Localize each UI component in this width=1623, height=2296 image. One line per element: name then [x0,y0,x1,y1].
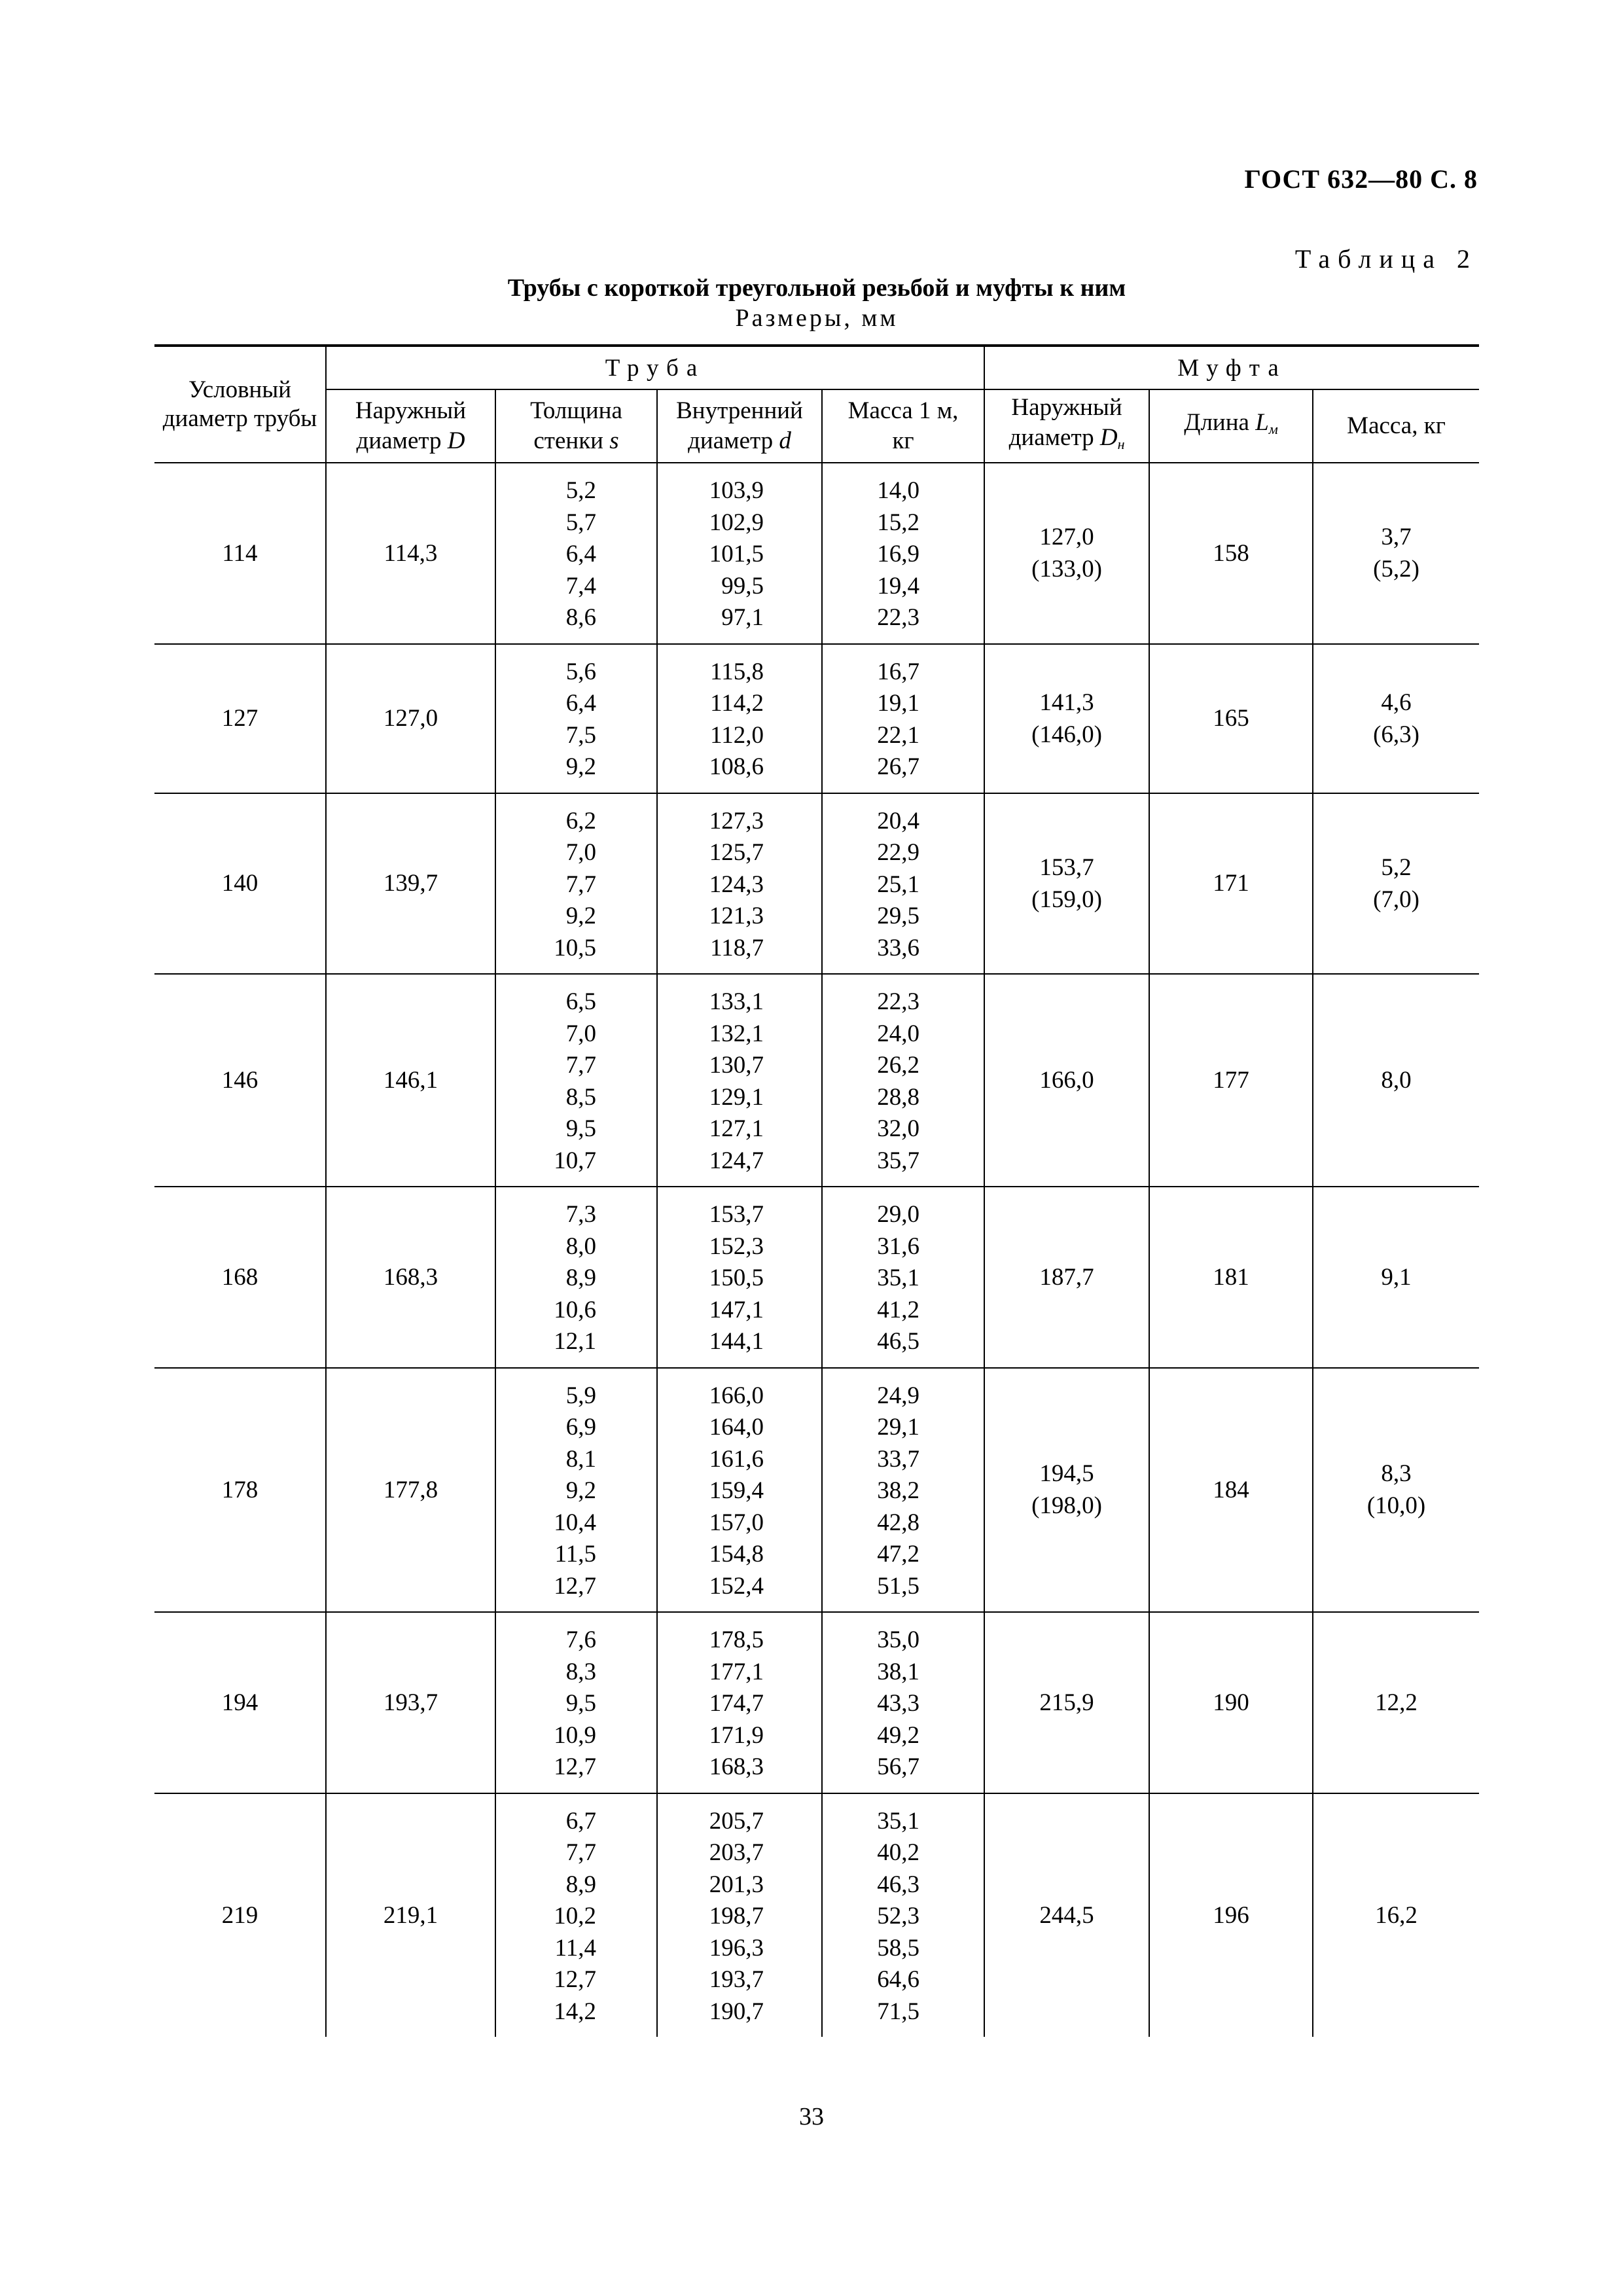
cell-mass-per-meter-value: 29,0 [877,1201,920,1228]
cell-inner-diameter-value: 112,0 [710,721,764,749]
cell-coupling-length: 165 [1149,644,1313,793]
cell-inner-diameter-value: 132,1 [709,1020,764,1047]
cell-coupling-mass-value: 9,1 [1381,1263,1412,1291]
cell-coupling-outer-diameter-value: 127,0 [1039,524,1094,551]
header-wall-thickness: Толщина стенки s [495,389,657,463]
cell-mass-per-meter-value: 35,1 [877,1265,920,1291]
cell-mass-per-meter-value: 15,2 [877,509,920,536]
cell-mass-per-meter-value: 47,2 [877,1541,920,1568]
cell-coupling-length: 177 [1149,974,1313,1187]
cell-mass-per-meter-value: 33,7 [877,1445,920,1473]
cell-inner-diameter-value: 164,0 [709,1414,764,1441]
cell-inner-diameter-value: 144,1 [709,1328,764,1355]
header-coupling-length: Длина $L_м$ [1149,389,1313,463]
cell-mass-per-meter-value: 24,0 [877,1020,920,1047]
cell-coupling-outer-diameter-value: (198,0) [1031,1492,1102,1520]
cell-inner-diameter-value: 198,7 [709,1903,764,1929]
cell-outer-diameter: 193,7 [326,1612,495,1793]
cell-inner-diameter-value: 193,7 [709,1966,764,1993]
cell-mass-per-meter-value: 22,3 [877,988,920,1015]
cell-coupling-mass-value: (7,0) [1373,886,1419,913]
cell-wall-thickness-value: 7,7 [565,870,596,898]
cell-inner-diameter-value: 177,1 [709,1658,764,1685]
cell-wall-thickness-value: 7,0 [565,839,596,866]
header-mass-per-meter: Масса 1 м, кг [822,389,984,463]
table-row [154,463,1479,644]
cell-mass-per-meter [822,1368,984,1613]
cell-coupling-length: 184 [1149,1368,1313,1613]
cell-wall-thickness-value: 14,2 [554,1998,596,2025]
cell-mass-per-meter-value: 38,2 [877,1477,920,1504]
cell-inner-diameter-value: 102,9 [709,509,764,536]
cell-nominal-diameter: 114 [154,463,326,644]
cell-wall-thickness-value: 10,6 [554,1296,596,1323]
cell-coupling-outer-diameter-value: (133,0) [1031,556,1102,583]
cell-nominal-diameter: 168 [154,1187,326,1368]
cell-mass-per-meter-value: 19,4 [877,572,920,600]
cell-coupling-mass-value: 8,0 [1381,1067,1412,1094]
cell-inner-diameter-value: 121,3 [709,903,764,929]
cell-mass-per-meter-value: 40,2 [877,1839,920,1866]
cell-wall-thickness-value: 9,5 [565,1690,596,1717]
cell-mass-per-meter-value: 35,0 [877,1626,920,1653]
cell-wall-thickness-value: 8,9 [565,1265,596,1291]
table-body [154,463,1479,2037]
cell-wall-thickness-value: 12,7 [554,1753,596,1780]
cell-inner-diameter-value: 103,9 [709,477,764,504]
cell-inner-diameter-value: 97,1 [721,604,764,631]
cell-wall-thickness-value: 12,1 [554,1328,596,1355]
cell-wall-thickness [495,1187,657,1368]
cell-coupling-length: 181 [1149,1187,1313,1368]
cell-mass-per-meter-value: 46,3 [877,1871,920,1898]
table-row [154,1612,1479,1793]
cell-coupling-outer-diameter-value: 187,7 [1039,1263,1094,1291]
cell-wall-thickness-value: 7,4 [565,572,596,600]
cell-wall-thickness-value: 12,7 [554,1966,596,1993]
cell-inner-diameter-value: 114,2 [710,690,764,717]
cell-coupling-outer-diameter-value: (159,0) [1031,886,1102,913]
table-row [154,974,1479,1187]
cell-wall-thickness-value: 10,4 [554,1509,596,1536]
cell-wall-thickness-value: 6,4 [565,690,596,717]
cell-inner-diameter-value: 115,8 [710,658,764,685]
cell-wall-thickness-value: 5,2 [565,477,596,504]
cell-mass-per-meter-value: 46,5 [877,1328,920,1355]
cell-wall-thickness-value: 5,9 [565,1382,596,1409]
cell-coupling-outer-diameter [984,1187,1149,1368]
cell-coupling-outer-diameter [984,793,1149,975]
cell-inner-diameter-value: 129,1 [709,1083,764,1111]
cell-outer-diameter: 219,1 [326,1793,495,2037]
cell-inner-diameter [657,1612,822,1793]
cell-wall-thickness-value: 10,9 [554,1721,596,1749]
cell-coupling-mass-value: (6,3) [1373,721,1419,748]
cell-inner-diameter-value: 133,1 [709,988,764,1015]
cell-outer-diameter: 114,3 [326,463,495,644]
cell-coupling-length: 158 [1149,463,1313,644]
cell-mass-per-meter-value: 56,7 [877,1753,920,1780]
cell-inner-diameter-value: 124,7 [709,1147,764,1174]
cell-nominal-diameter: 178 [154,1368,326,1613]
header-coupling-mass: Масса, кг [1313,389,1479,463]
cell-coupling-outer-diameter [984,1368,1149,1613]
cell-mass-per-meter-value: 41,2 [877,1296,920,1323]
cell-outer-diameter: 177,8 [326,1368,495,1613]
cell-coupling-outer-diameter [984,1612,1149,1793]
cell-inner-diameter-value: 190,7 [709,1998,764,2025]
cell-wall-thickness-value: 9,2 [565,903,596,929]
cell-coupling-outer-diameter-value: 194,5 [1039,1460,1094,1488]
cell-inner-diameter-value: 152,4 [709,1572,764,1600]
cell-nominal-diameter: 146 [154,974,326,1187]
cell-inner-diameter-value: 161,6 [709,1445,764,1473]
cell-inner-diameter [657,793,822,975]
cell-coupling-mass [1313,1187,1479,1368]
cell-wall-thickness-value: 10,7 [554,1147,596,1174]
cell-mass-per-meter-value: 26,2 [877,1052,920,1079]
cell-wall-thickness-value: 7,3 [565,1201,596,1228]
cell-inner-diameter-value: 168,3 [709,1753,764,1780]
cell-wall-thickness-value: 5,6 [565,658,596,685]
header-coupling-outer-diameter: Наружный диаметр $D_н$ [984,389,1149,463]
cell-wall-thickness [495,793,657,975]
cell-outer-diameter: 139,7 [326,793,495,975]
cell-mass-per-meter-value: 19,1 [877,690,920,717]
cell-inner-diameter [657,1793,822,2037]
cell-mass-per-meter-value: 16,7 [877,658,920,685]
header-nominal-diameter: Условный диаметр трубы [154,346,326,463]
cell-inner-diameter-value: 174,7 [709,1690,764,1717]
cell-coupling-length: 171 [1149,793,1313,975]
cell-mass-per-meter-value: 71,5 [877,1998,920,2025]
cell-inner-diameter-value: 154,8 [709,1541,764,1568]
cell-wall-thickness-value: 12,7 [554,1572,596,1600]
cell-wall-thickness-value: 8,9 [565,1871,596,1898]
table-row [154,793,1479,975]
cell-inner-diameter-value: 166,0 [709,1382,764,1409]
cell-inner-diameter-value: 99,5 [721,572,764,600]
cell-inner-diameter-value: 157,0 [709,1509,764,1536]
cell-coupling-outer-diameter-value: 141,3 [1039,689,1094,716]
cell-mass-per-meter-value: 49,2 [877,1721,920,1749]
cell-mass-per-meter-value: 22,1 [877,721,920,749]
cell-inner-diameter-value: 196,3 [709,1934,764,1962]
cell-coupling-outer-diameter-value: 166,0 [1039,1067,1094,1094]
cell-mass-per-meter [822,463,984,644]
cell-inner-diameter-value: 171,9 [709,1721,764,1749]
cell-coupling-mass [1313,1612,1479,1793]
cell-coupling-mass-value: 5,2 [1381,853,1412,881]
cell-nominal-diameter: 219 [154,1793,326,2037]
cell-wall-thickness-value: 9,2 [565,1477,596,1504]
cell-wall-thickness [495,463,657,644]
cell-coupling-mass [1313,974,1479,1187]
page-number: 33 [799,2103,824,2130]
cell-inner-diameter-value: 127,3 [709,807,764,834]
cell-inner-diameter-value: 178,5 [709,1626,764,1653]
cell-mass-per-meter-value: 32,0 [877,1115,920,1142]
cell-wall-thickness-value: 10,5 [554,934,596,961]
cell-coupling-length: 196 [1149,1793,1313,2037]
cell-coupling-mass-value: 3,7 [1381,524,1412,551]
table-row [154,1793,1479,2037]
table-label: Таблица 2 [1294,244,1478,274]
cell-inner-diameter [657,1368,822,1613]
cell-mass-per-meter-value: 64,6 [877,1966,920,1993]
cell-mass-per-meter-value: 14,0 [877,477,920,504]
cell-mass-per-meter [822,793,984,975]
cell-wall-thickness-value: 8,6 [565,604,596,631]
cell-inner-diameter-value: 127,1 [709,1115,764,1142]
cell-coupling-mass-value: 8,3 [1381,1460,1412,1488]
cell-wall-thickness-value: 8,1 [565,1445,596,1473]
cell-coupling-mass-value: 12,2 [1375,1689,1418,1716]
cell-wall-thickness [495,1612,657,1793]
cell-mass-per-meter-value: 16,9 [877,541,920,567]
header-outer-diameter: Наружный диаметр D [326,389,495,463]
cell-inner-diameter-value: 203,7 [709,1839,764,1866]
cell-wall-thickness-value: 7,7 [565,1052,596,1079]
cell-wall-thickness-value: 11,5 [554,1541,596,1568]
cell-wall-thickness-value: 6,5 [565,988,596,1015]
cell-coupling-outer-diameter [984,1793,1149,2037]
cell-inner-diameter [657,1187,822,1368]
cell-mass-per-meter [822,1793,984,2037]
cell-wall-thickness-value: 11,4 [554,1934,596,1962]
cell-inner-diameter [657,463,822,644]
cell-coupling-mass [1313,463,1479,644]
cell-wall-thickness-value: 7,7 [565,1839,596,1866]
cell-inner-diameter-value: 118,7 [710,934,764,961]
cell-inner-diameter-value: 153,7 [709,1201,764,1228]
cell-coupling-mass-value: (5,2) [1373,556,1419,583]
cell-mass-per-meter-value: 52,3 [877,1903,920,1929]
header-coupling-group: Муфта [984,346,1479,389]
cell-wall-thickness-value: 9,2 [565,753,596,780]
cell-inner-diameter-value: 150,5 [709,1265,764,1291]
cell-mass-per-meter-value: 38,1 [877,1658,920,1685]
cell-coupling-mass [1313,793,1479,975]
cell-inner-diameter-value: 101,5 [709,541,764,567]
table-title: Трубы с короткой треугольной резьбой и муфты к ним [507,274,1126,302]
cell-wall-thickness-value: 6,2 [565,807,596,834]
table-row [154,644,1479,793]
cell-wall-thickness-value: 10,2 [554,1903,596,1929]
cell-inner-diameter-value: 130,7 [709,1052,764,1079]
cell-mass-per-meter-value: 29,5 [877,903,920,929]
header-pipe-group: Труба [326,346,984,389]
cell-nominal-diameter: 127 [154,644,326,793]
cell-wall-thickness-value: 9,5 [565,1115,596,1142]
cell-wall-thickness [495,974,657,1187]
cell-mass-per-meter-value: 35,7 [877,1147,920,1174]
table-row [154,1368,1479,1613]
cell-outer-diameter: 127,0 [326,644,495,793]
cell-inner-diameter-value: 125,7 [709,839,764,866]
table-subtitle: Размеры, мм [735,304,899,332]
cell-wall-thickness-value: 7,5 [565,721,596,749]
cell-mass-per-meter-value: 43,3 [877,1690,920,1717]
cell-inner-diameter-value: 124,3 [709,870,764,898]
cell-wall-thickness [495,1793,657,2037]
cell-wall-thickness [495,644,657,793]
cell-wall-thickness-value: 5,7 [565,509,596,536]
cell-mass-per-meter-value: 22,9 [877,839,920,866]
cell-mass-per-meter-value: 26,7 [877,753,920,780]
dimensions-table [154,344,1479,2037]
cell-coupling-mass-value: 16,2 [1375,1901,1418,1929]
cell-coupling-length: 190 [1149,1612,1313,1793]
cell-wall-thickness-value: 6,9 [565,1414,596,1441]
cell-mass-per-meter-value: 29,1 [877,1414,920,1441]
cell-mass-per-meter-value: 28,8 [877,1083,920,1111]
cell-wall-thickness-value: 8,3 [565,1658,596,1685]
cell-coupling-outer-diameter-value: 215,9 [1039,1689,1094,1716]
table-row [154,1187,1479,1368]
cell-coupling-mass-value: 4,6 [1381,689,1412,716]
cell-mass-per-meter [822,644,984,793]
cell-inner-diameter-value: 108,6 [709,753,764,780]
cell-mass-per-meter [822,974,984,1187]
cell-mass-per-meter-value: 58,5 [877,1934,920,1962]
header-inner-diameter: Внутренний диаметр d [657,389,822,463]
cell-mass-per-meter-value: 51,5 [877,1572,920,1600]
cell-mass-per-meter-value: 42,8 [877,1509,920,1536]
cell-mass-per-meter-value: 22,3 [877,604,920,631]
cell-wall-thickness-value: 6,7 [565,1807,596,1835]
cell-coupling-outer-diameter-value: (146,0) [1031,721,1102,748]
cell-outer-diameter: 168,3 [326,1187,495,1368]
cell-inner-diameter [657,644,822,793]
cell-coupling-outer-diameter-value: 244,5 [1039,1901,1094,1929]
cell-outer-diameter: 146,1 [326,974,495,1187]
cell-mass-per-meter-value: 24,9 [877,1382,920,1409]
cell-coupling-mass [1313,1793,1479,2037]
cell-mass-per-meter-value: 31,6 [877,1232,920,1260]
cell-inner-diameter [657,974,822,1187]
cell-mass-per-meter-value: 35,1 [877,1807,920,1835]
cell-inner-diameter-value: 152,3 [709,1232,764,1260]
cell-nominal-diameter: 140 [154,793,326,975]
cell-coupling-outer-diameter [984,463,1149,644]
cell-wall-thickness-value: 6,4 [565,541,596,567]
cell-inner-diameter-value: 159,4 [709,1477,764,1504]
cell-wall-thickness-value: 7,0 [565,1020,596,1047]
cell-mass-per-meter-value: 33,6 [877,934,920,961]
cell-mass-per-meter [822,1187,984,1368]
cell-coupling-mass-value: (10,0) [1366,1492,1426,1520]
document-code: ГОСТ 632—80 С. 8 [1244,164,1478,194]
cell-wall-thickness [495,1368,657,1613]
cell-mass-per-meter-value: 20,4 [877,807,920,834]
cell-coupling-outer-diameter-value: 153,7 [1039,853,1094,881]
cell-inner-diameter-value: 205,7 [709,1807,764,1835]
cell-coupling-outer-diameter [984,644,1149,793]
cell-coupling-mass [1313,644,1479,793]
cell-inner-diameter-value: 201,3 [709,1871,764,1898]
cell-nominal-diameter: 194 [154,1612,326,1793]
cell-mass-per-meter-value: 25,1 [877,870,920,898]
cell-coupling-outer-diameter [984,974,1149,1187]
cell-wall-thickness-value: 7,6 [565,1626,596,1653]
cell-coupling-mass [1313,1368,1479,1613]
cell-wall-thickness-value: 8,0 [565,1232,596,1260]
cell-inner-diameter-value: 147,1 [709,1296,764,1323]
cell-wall-thickness-value: 8,5 [565,1083,596,1111]
cell-mass-per-meter [822,1612,984,1793]
